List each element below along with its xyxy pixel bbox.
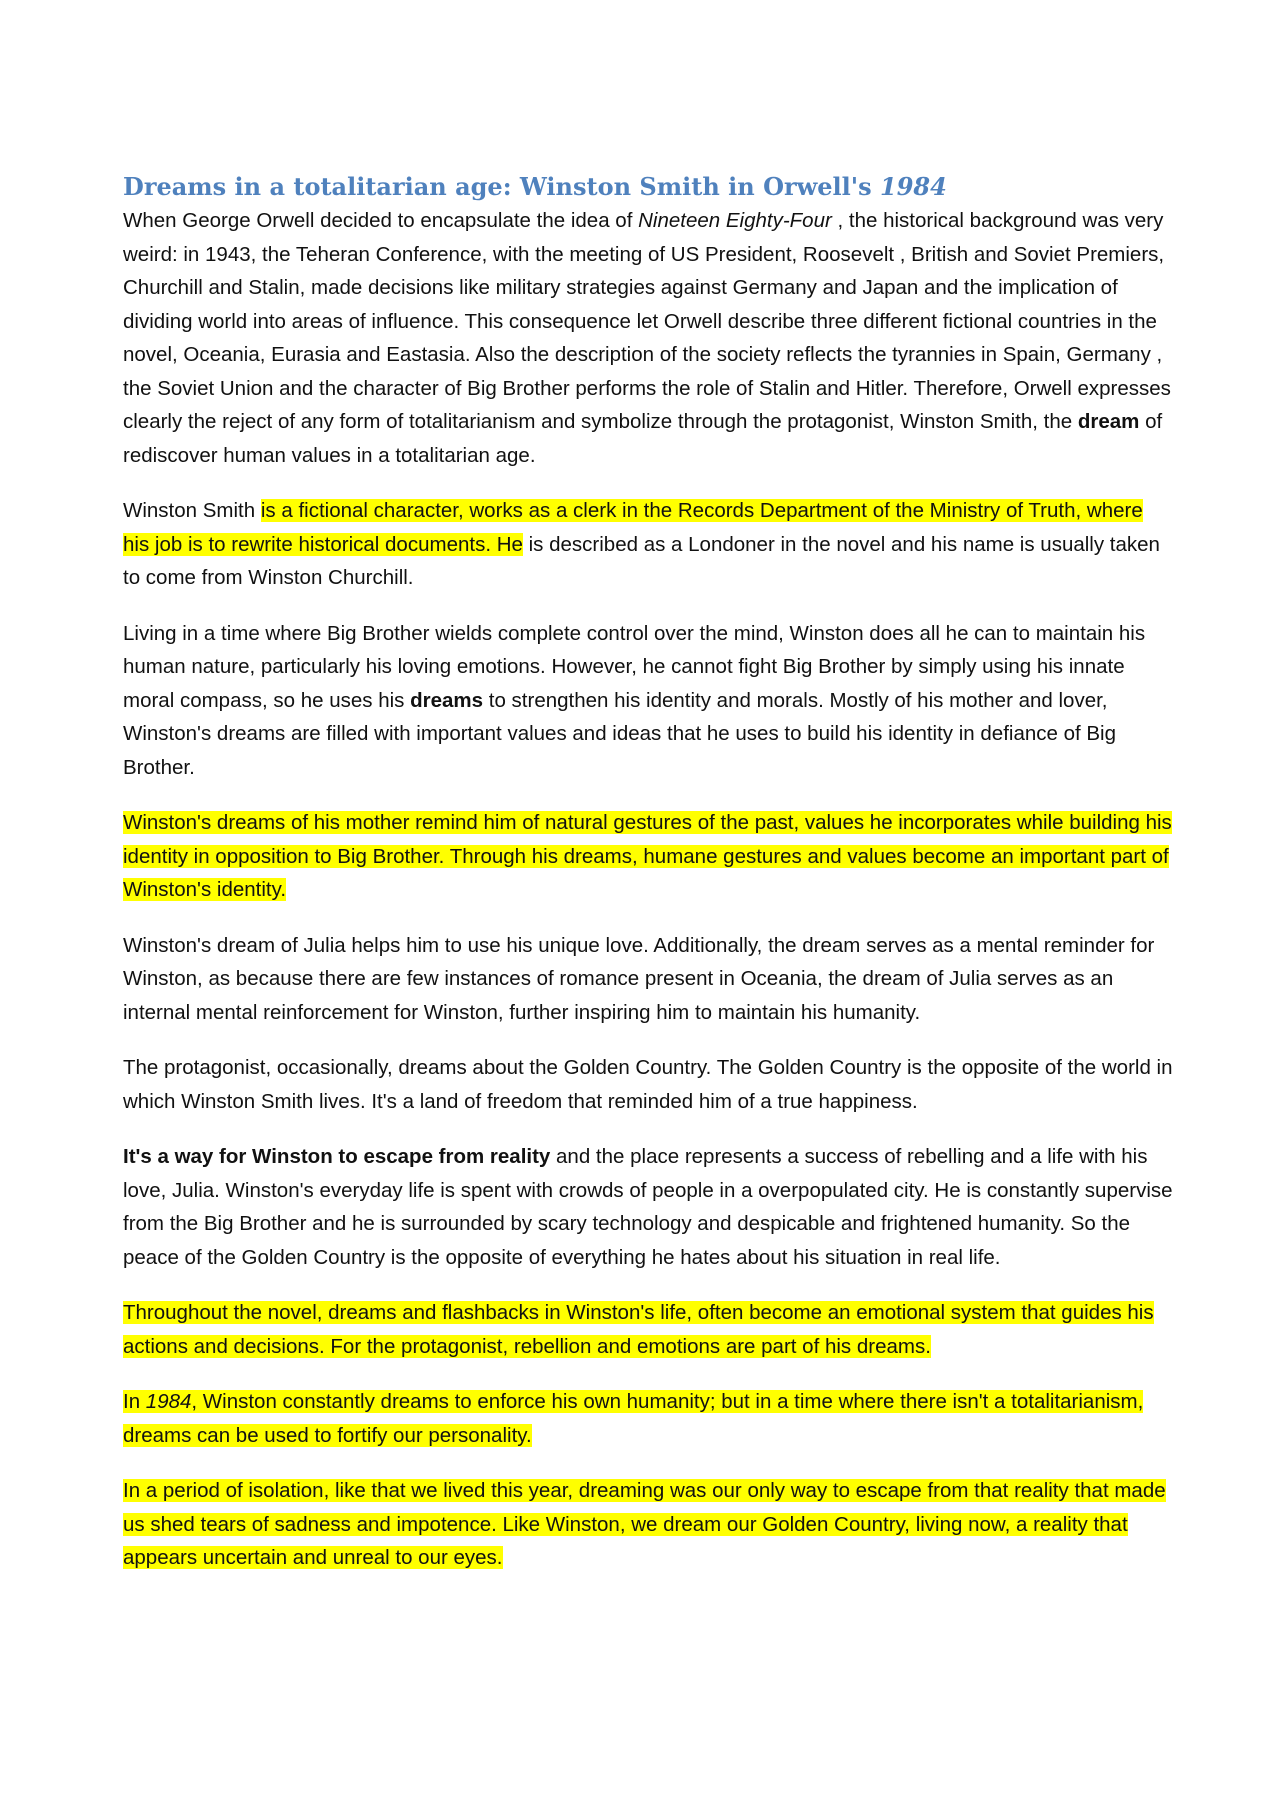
p1-text-1: When George Orwell decided to encapsulate the idea of <box>123 209 639 232</box>
p1-text-3: of rediscover human values in a totalitarian age. <box>123 410 1163 467</box>
paragraph-1 <box>123 204 1173 472</box>
paragraph-5 <box>123 929 1173 1030</box>
p4-highlight: Winston's dreams of his mother remind him of natural gestures of the past, values he incorporates while building his identity in opposition to Big Brother. Through his dreams, humane gestures and values become an important part of Winston's identity. <box>123 811 1172 901</box>
p2-highlight: is a fictional character, works as a clerk in the Records Department of the Ministry of Truth, where his job is to rewrite historical documents. He <box>123 499 1143 556</box>
title-italic: 1984 <box>880 172 947 201</box>
paragraph-8 <box>123 1296 1173 1363</box>
p1-bold-dream: dream <box>1077 410 1140 433</box>
p9-highlight-1: In <box>123 1390 146 1413</box>
p3-bold-dreams: dreams <box>410 688 484 712</box>
p1-text-2: , the historical background was very weird: in 1943, the Teheran Conference, with the meeting of US President, Roosevelt , British and Soviet Premiers, Churchill and Stalin, made decisions like military strategies against Germany and Japan and the implication of dividing world into areas of influence. This consequence let Orwell describe three different fictional countries in the novel, Oceania, Eurasia and Eastasia. Also the description of the society reflects the tyrannies in Spain, Germany , the Soviet Union and the character of Big Brother performs the role of Stalin and Hitler. Therefore, Orwell expresses clearly the reject of any form of totalitarianism and symbolize through the protagonist, Winston Smith, the <box>123 209 1171 433</box>
p2-text-1: Winston Smith <box>123 499 261 522</box>
p2-text-2: is described as a Londoner in the novel and his name is usually taken to come from Winston Churchill. <box>123 532 1160 589</box>
paragraph-6 <box>123 1051 1173 1118</box>
paragraph-7 <box>123 1140 1173 1274</box>
document-body <box>123 170 1173 1597</box>
p8-highlight: Throughout the novel, dreams and flashbacks in Winston's life, often become an emotional system that guides his actions and decisions. For the protagonist, rebellion and emotions are part of his dreams. <box>123 1301 1154 1358</box>
p6-text: The protagonist, occasionally, dreams about the Golden Country. The Golden Country is the opposite of the world in which Winston Smith lives. It's a land of freedom that reminded him of a true happiness. <box>123 1056 1173 1113</box>
p9-highlight-2: , Winston constantly dreams to enforce his own humanity; but in a time where there isn't a totalitarianism, dreams can be used to fortify our personality. <box>123 1390 1144 1447</box>
paragraph-2 <box>123 494 1173 595</box>
p5-text: Winston's dream of Julia helps him to use his unique love. Additionally, the dream serves as a mental reminder for Winston, as because there are few instances of romance present in Oceania, the dream of Julia serves as an internal mental reinforcement for Winston, further inspiring him to maintain his humanity. <box>123 933 1155 1024</box>
p7-bold: It's a way for Winston to escape from reality <box>123 1145 551 1168</box>
p7-text: and the place represents a success of rebelling and a life with his love, Julia. Winston's everyday life is spent with crowds of people in a overpopulated city. He is constantly supervise from the Big Brother and he is surrounded by scary technology and despicable and frightened humanity. So the peace of the Golden Country is the opposite of everything he hates about his situation in real life. <box>123 1145 1173 1269</box>
p1-italic-title: Nineteen Eighty-Four <box>638 209 832 232</box>
paragraph-3 <box>123 617 1173 785</box>
paragraph-10 <box>123 1474 1173 1575</box>
p9-highlight-italic: 1984 <box>145 1390 192 1413</box>
document-title <box>123 170 1173 204</box>
p3-text-2: to strengthen his identity and morals. Mostly of his mother and lover, Winston's dreams are filled with important values and ideas that he uses to build his identity in defiance of Big Brother. <box>123 688 1117 779</box>
paragraph-9 <box>123 1385 1173 1452</box>
p10-highlight: In a period of isolation, like that we lived this year, dreaming was our only way to escape from that reality that made us shed tears of sadness and impotence. Like Winston, we dream our Golden Country, living now, a reality that appears uncertain and unreal to our eyes. <box>123 1479 1166 1569</box>
p3-text-1: Living in a time where Big Brother wields complete control over the mind, Winston does all he can to maintain his human nature, particularly his loving emotions. However, he cannot fight Big Brother by simply using his innate moral compass, so he uses his <box>123 621 1146 712</box>
paragraph-4 <box>123 806 1173 907</box>
title-text: Dreams in a totalitarian age: Winston Smith in Orwell's <box>123 172 880 201</box>
